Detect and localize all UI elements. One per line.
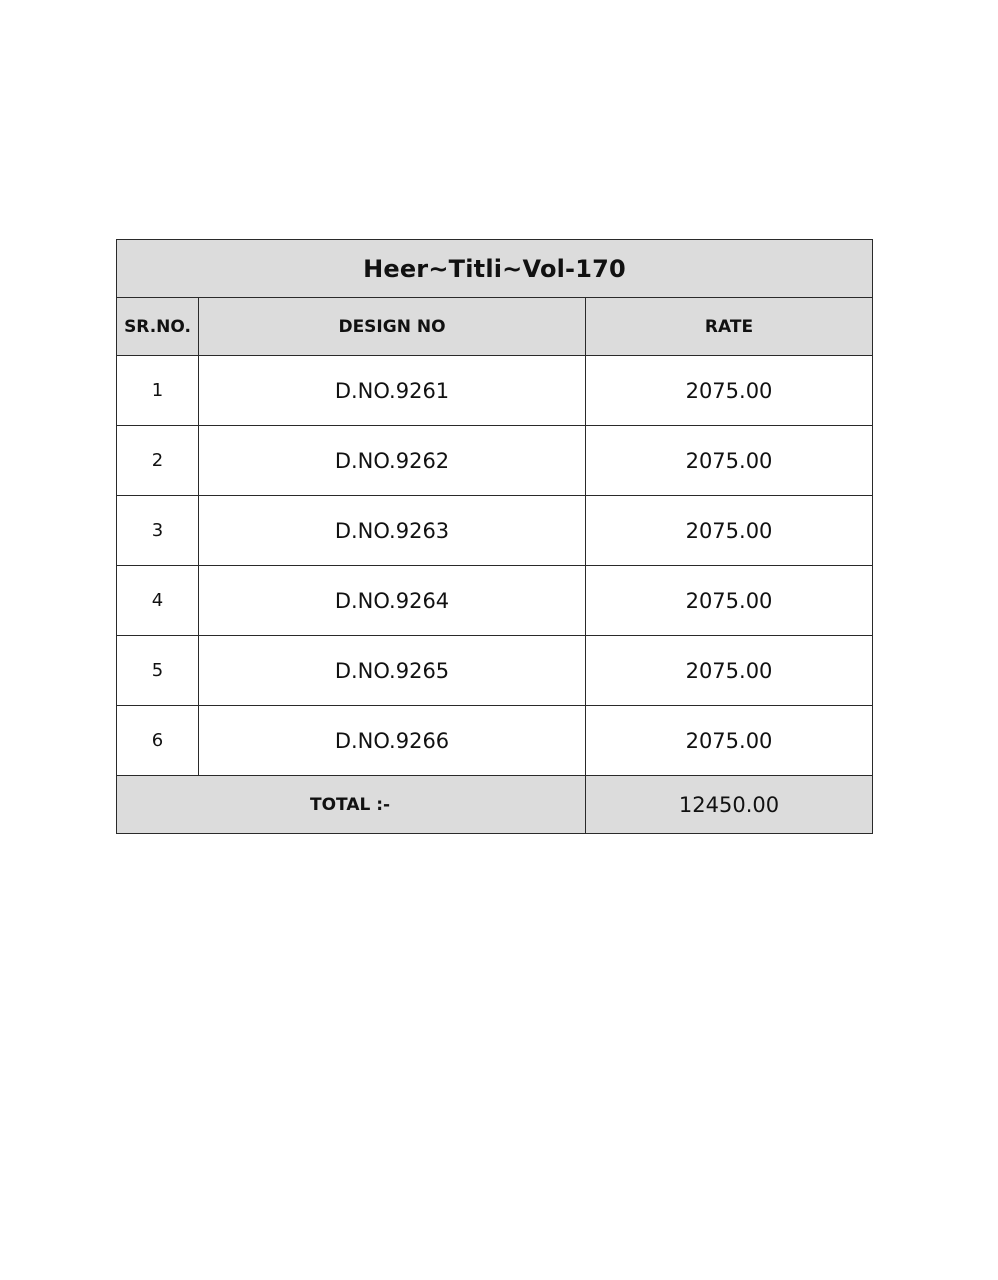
rate-cell: 2075.00 <box>586 426 873 496</box>
sr-no-cell: 5 <box>117 636 199 706</box>
sr-no-cell: 2 <box>117 426 199 496</box>
table-row <box>117 706 873 776</box>
rate-list-sheet <box>116 239 872 834</box>
total-label: TOTAL :- <box>117 776 586 834</box>
sr-no-cell: 1 <box>117 356 199 426</box>
design-no-cell: D.NO.9261 <box>199 356 586 426</box>
sr-no-cell: 6 <box>117 706 199 776</box>
design-no-cell: D.NO.9263 <box>199 496 586 566</box>
rate-cell: 2075.00 <box>586 356 873 426</box>
table-row <box>117 566 873 636</box>
rate-cell: 2075.00 <box>586 496 873 566</box>
design-no-cell: D.NO.9265 <box>199 636 586 706</box>
table-row <box>117 496 873 566</box>
table-row <box>117 426 873 496</box>
table-row <box>117 356 873 426</box>
rate-cell: 2075.00 <box>586 636 873 706</box>
design-no-cell: D.NO.9262 <box>199 426 586 496</box>
sr-no-cell: 3 <box>117 496 199 566</box>
column-header-design-no: DESIGN NO <box>199 298 586 356</box>
total-value: 12450.00 <box>586 776 873 834</box>
table-row <box>117 636 873 706</box>
design-no-cell: D.NO.9264 <box>199 566 586 636</box>
sr-no-cell: 4 <box>117 566 199 636</box>
table-title: Heer~Titli~Vol-170 <box>117 240 873 298</box>
column-header-rate: RATE <box>586 298 873 356</box>
design-no-cell: D.NO.9266 <box>199 706 586 776</box>
column-header-row <box>117 298 873 356</box>
total-row <box>117 776 873 834</box>
rate-cell: 2075.00 <box>586 566 873 636</box>
rate-table <box>116 239 873 834</box>
rate-cell: 2075.00 <box>586 706 873 776</box>
column-header-sr-no: SR.NO. <box>117 298 199 356</box>
title-row <box>117 240 873 298</box>
